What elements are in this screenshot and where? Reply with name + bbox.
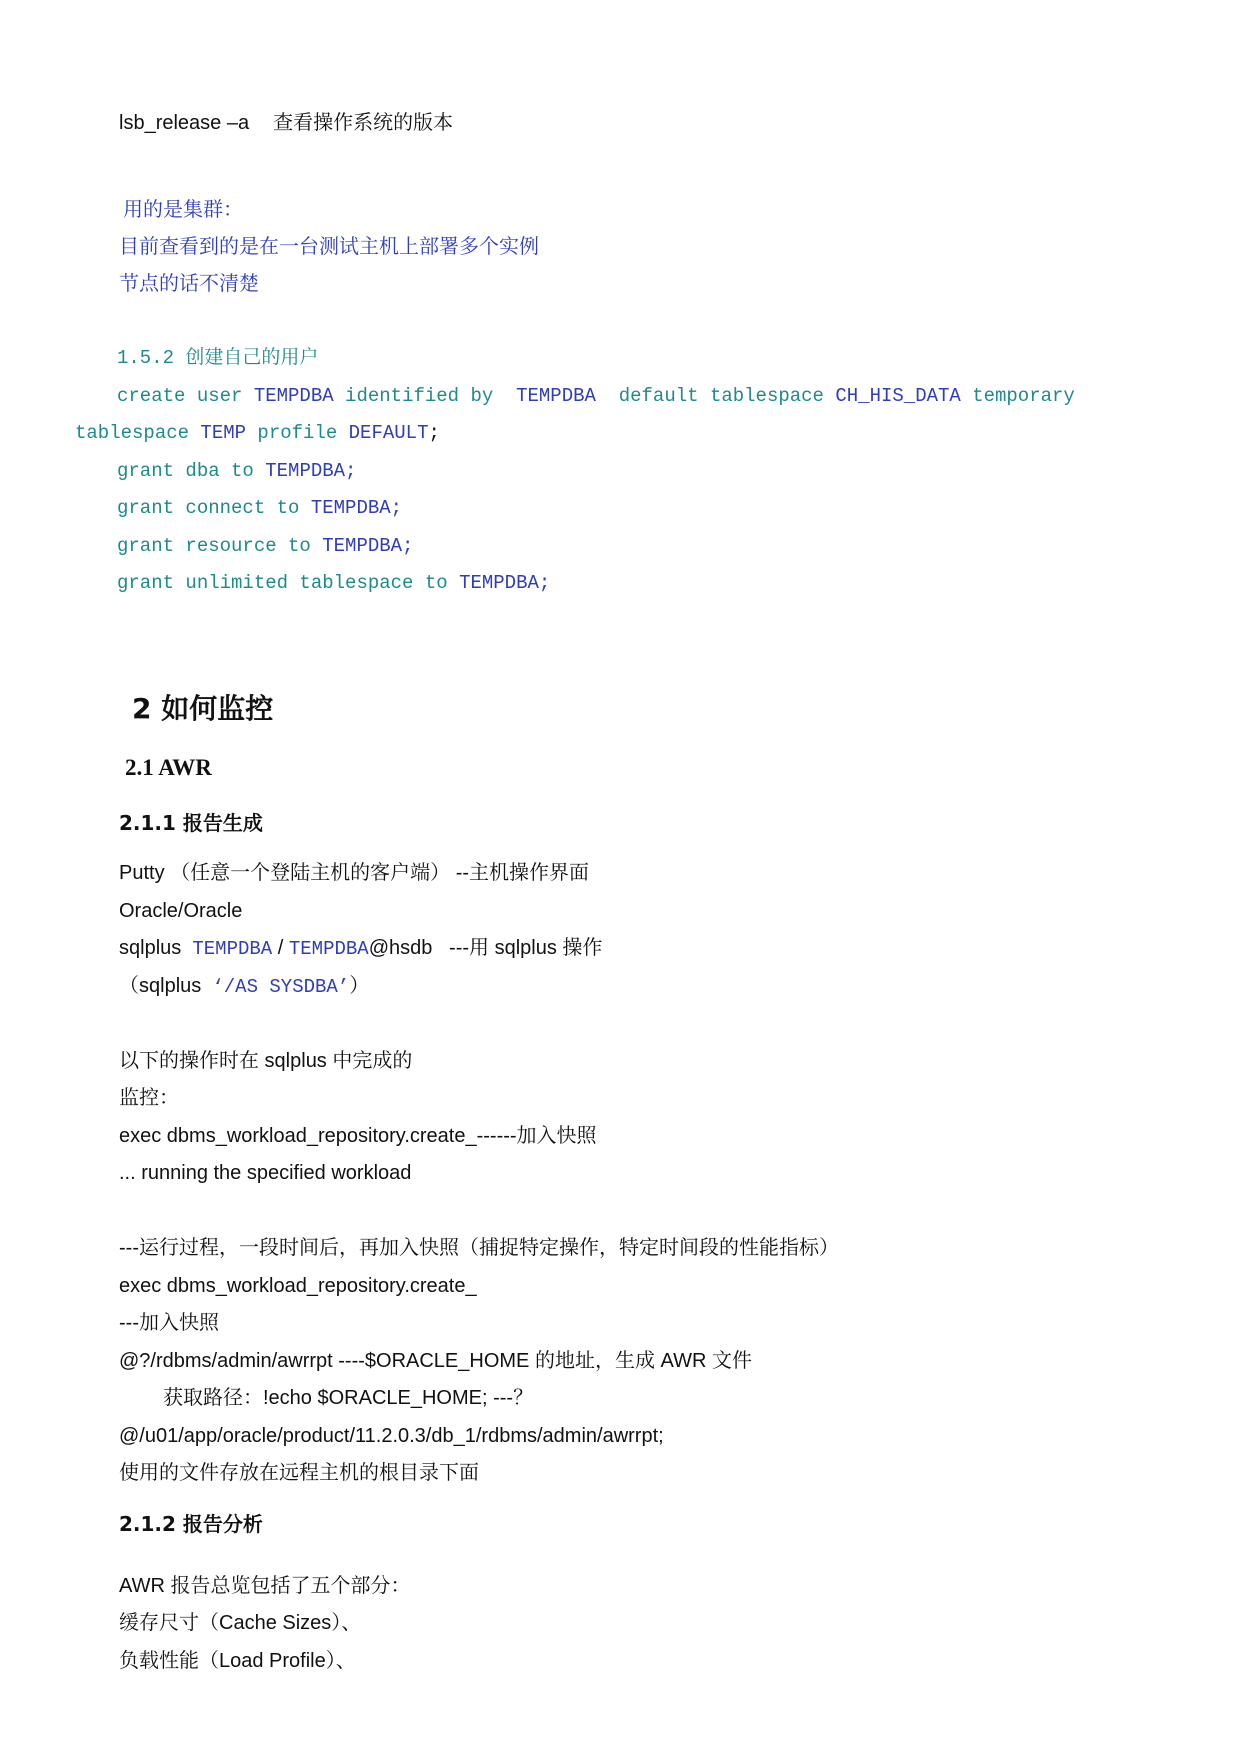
text-line: Putty （任意一个登陆主机的客户端） --主机操作界面 bbox=[119, 862, 590, 884]
text-line: exec dbms_workload_repository.create_------加入快照 bbox=[119, 1125, 597, 1147]
text-line: 以下的操作时在 sqlplus 中完成的 bbox=[119, 1050, 413, 1072]
text-line: 负载性能（Load Profile）、 bbox=[119, 1650, 356, 1672]
text-line: 缓存尺寸（Cache Sizes）、 bbox=[119, 1612, 362, 1634]
text-line: sqlplus TEMPDBA / TEMPDBA@hsdb ---用 sqlplus 操作 bbox=[119, 937, 603, 960]
text-line: Oracle/Oracle bbox=[119, 900, 243, 922]
heading-level-3: 2.1.1 报告生成 bbox=[119, 811, 263, 835]
heading-level-1: 2 如何监控 bbox=[132, 692, 274, 725]
text-line: @/u01/app/oracle/product/11.2.0.3/db_1/rdbms/admin/awrrpt; bbox=[119, 1425, 664, 1447]
heading-level-2: 2.1 AWR bbox=[125, 755, 212, 780]
code-line: grant dba to TEMPDBA; bbox=[117, 460, 357, 482]
text-line: 目前查看到的是在一台测试主机上部署多个实例 bbox=[119, 234, 539, 258]
code-line: grant connect to TEMPDBA; bbox=[117, 497, 403, 519]
code-line: tablespace TEMP profile DEFAULT; bbox=[75, 422, 440, 444]
text-line: lsb_release –a 查看操作系统的版本 bbox=[119, 110, 454, 134]
text-line: AWR 报告总览包括了五个部分： bbox=[119, 1575, 411, 1597]
text-line: @?/rdbms/admin/awrrpt ----$ORACLE_HOME 的地址，生成 AWR 文件 bbox=[119, 1350, 752, 1372]
text-line: （sqlplus ‘/AS SYSDBA’） bbox=[119, 975, 370, 998]
text-line: exec dbms_workload_repository.create_ bbox=[119, 1275, 477, 1297]
code-line: create user TEMPDBA identified by TEMPDBA default tablespace CH_HIS_DATA temporary bbox=[117, 385, 1075, 407]
section-label: 1.5.2 创建自己的用户 bbox=[117, 347, 319, 369]
code-line: grant resource to TEMPDBA; bbox=[117, 535, 414, 557]
code-line: grant unlimited tablespace to TEMPDBA; bbox=[117, 572, 551, 594]
text-line: ... running the specified workload bbox=[119, 1162, 412, 1184]
text-line: 监控： bbox=[119, 1087, 179, 1109]
text-line: 使用的文件存放在远程主机的根目录下面 bbox=[119, 1462, 479, 1484]
text-line: ---加入快照 bbox=[119, 1312, 219, 1334]
text-line: ---运行过程，一段时间后，再加入快照（捕捉特定操作，特定时间段的性能指标） bbox=[119, 1237, 839, 1259]
text-line: 获取路径：!echo $ORACLE_HOME; ---？ bbox=[163, 1387, 534, 1409]
text-line: 用的是集群： bbox=[123, 197, 243, 221]
text-line: 节点的话不清楚 bbox=[119, 271, 259, 295]
heading-level-3: 2.1.2 报告分析 bbox=[119, 1512, 263, 1536]
